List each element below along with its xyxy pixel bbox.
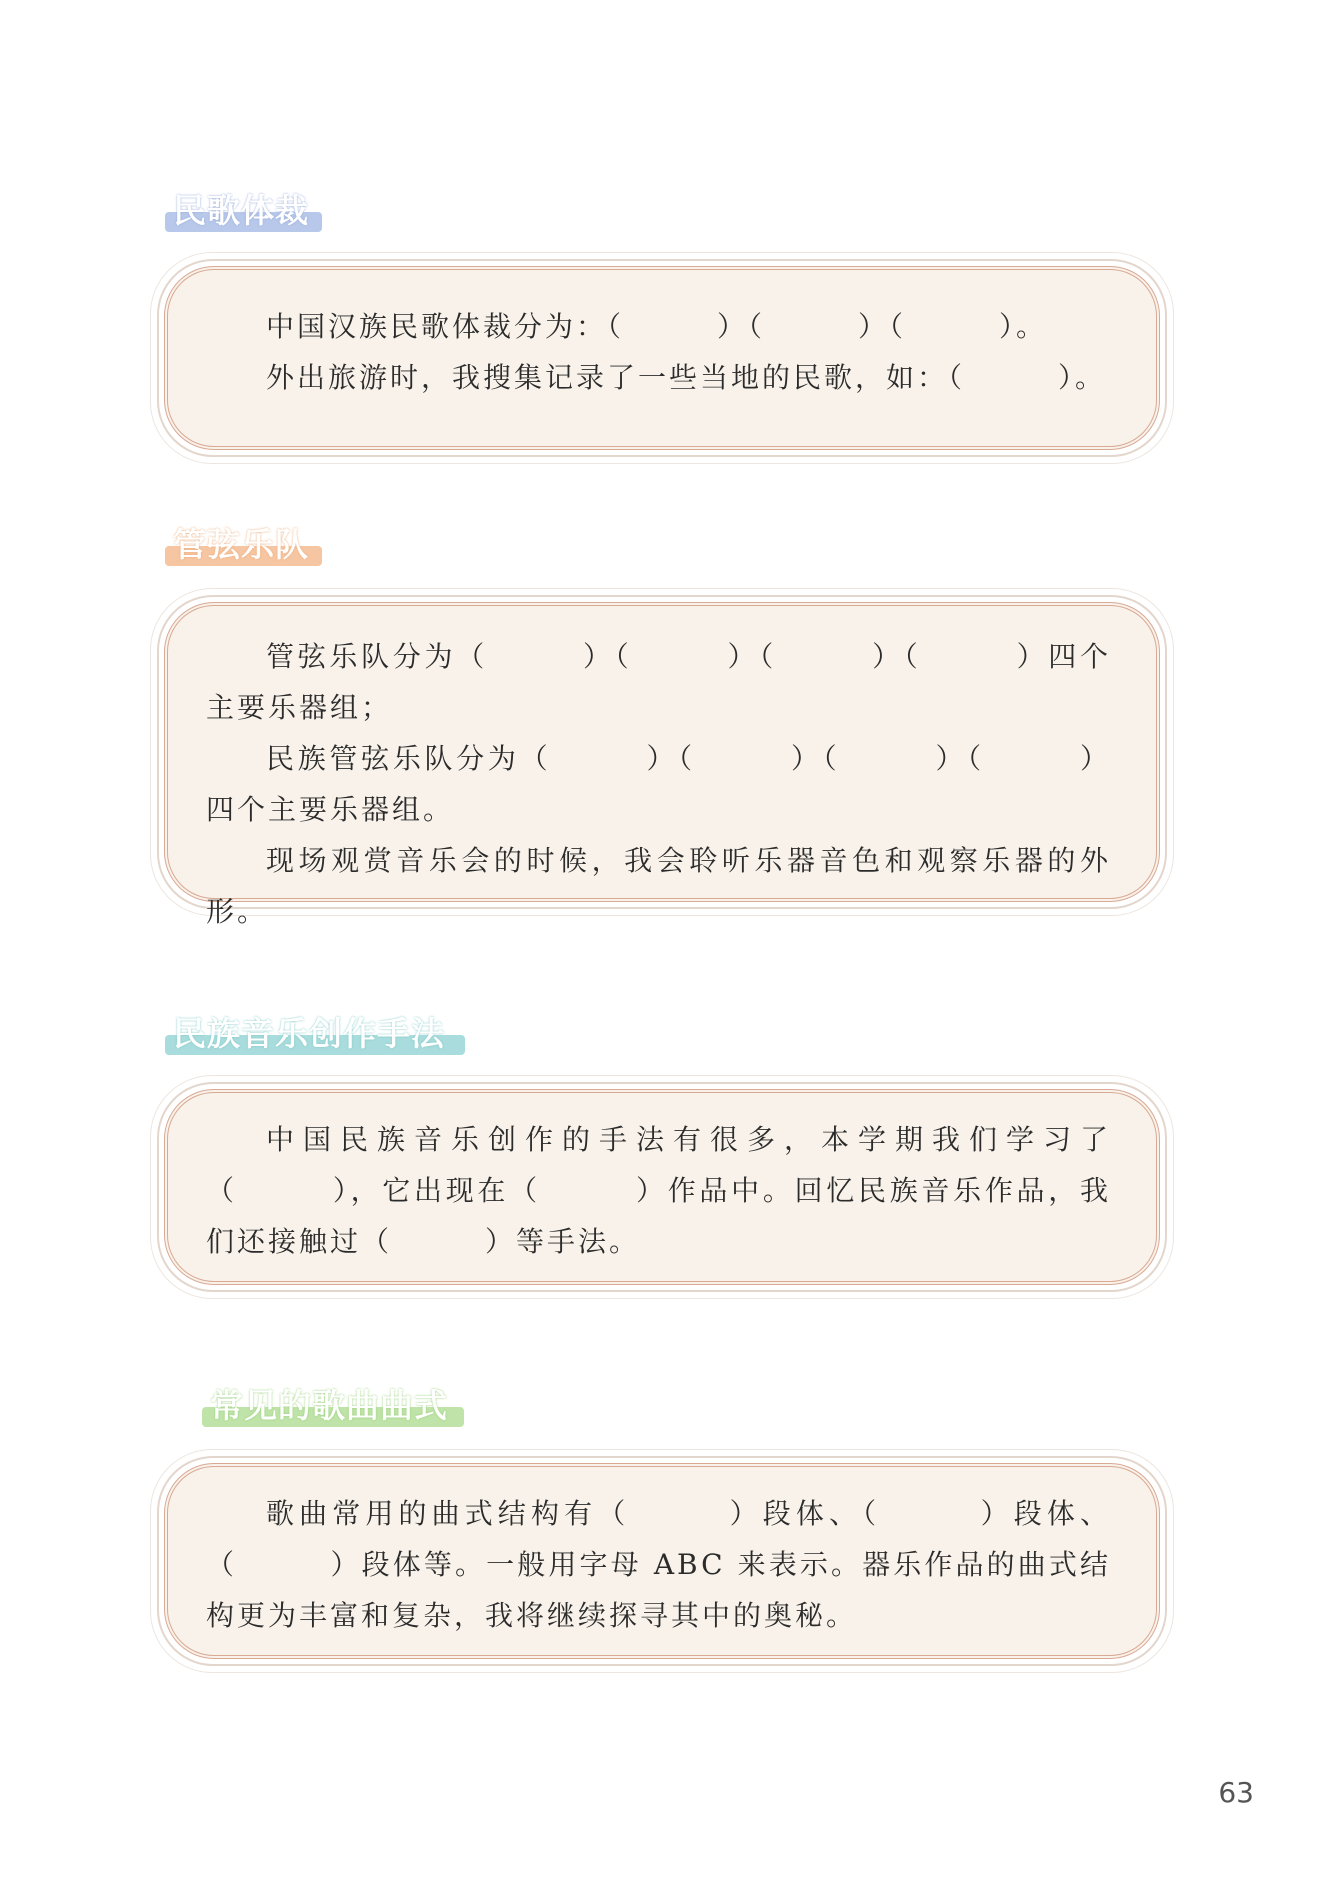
- section-card-composition-techniques: [150, 1075, 1174, 1299]
- section-heading-song-forms: [202, 1385, 456, 1427]
- section-title: 管弦乐队: [173, 525, 309, 564]
- section-card-orchestra: [150, 588, 1174, 928]
- section-title: 民歌体裁: [173, 191, 309, 230]
- section-title: 常见的歌曲曲式: [210, 1386, 448, 1425]
- section-body: [206, 631, 1111, 937]
- paragraph: 中国汉族民歌体裁分为：（ ）（ ）（ ）。: [266, 310, 1048, 343]
- section-heading-orchestra: [165, 524, 317, 566]
- section-body: [206, 301, 1111, 403]
- paragraph: 外出旅游时，我搜集记录了一些当地的民歌，如：（ ）。: [266, 361, 1107, 394]
- paragraph: 现场观赏音乐会的时候，我会聆听乐器音色和观察乐器的外形。: [206, 844, 1111, 928]
- section-title: 民族音乐创作手法: [173, 1014, 445, 1053]
- section-body: [206, 1114, 1111, 1267]
- section-heading-folk-song-genres: [165, 190, 317, 232]
- paragraph: 民族管弦乐队分为（ ）（ ）（ ）（ ）四个主要乐器组。: [206, 742, 1111, 826]
- section-card-song-forms: [150, 1449, 1174, 1673]
- section-card-folk-song-genres: [150, 252, 1174, 464]
- paragraph: 管弦乐队分为（ ）（ ）（ ）（ ）四个主要乐器组；: [206, 640, 1111, 724]
- paragraph: 歌曲常用的曲式结构有（ ）段体、（ ）段体、（ ）段体等。一般用字母 ABC 来表示。器乐作品的曲式结构更为丰富和复杂，我将继续探寻其中的奥秘。: [206, 1497, 1111, 1632]
- section-heading-composition-techniques: [165, 1013, 453, 1055]
- section-body: [206, 1488, 1111, 1641]
- paragraph: 中国民族音乐创作的手法有很多，本学期我们学习了（ ），它出现在（ ）作品中。回忆民族音乐作品，我们还接触过（ ）等手法。: [206, 1123, 1111, 1258]
- page-number: 63: [1218, 1776, 1254, 1809]
